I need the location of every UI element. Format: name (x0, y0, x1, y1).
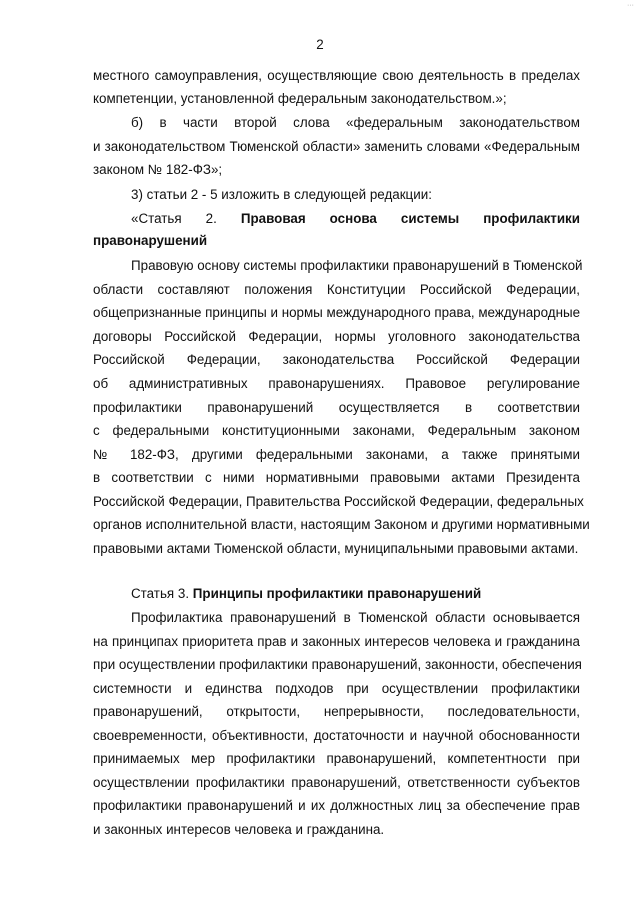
text-line: об административных правонарушениях. Правовое регулирование (93, 376, 580, 391)
text-line: профилактики правонарушений и их должностных лиц за обеспечение прав (93, 798, 580, 813)
text-line: области составляют положения Конституции Российской Федерации, (93, 282, 580, 297)
text-line: принимаемых мер профилактики правонарушений, компетентности при (93, 751, 580, 766)
text-line: Российской Федерации, законодательства Российской Федерации (93, 352, 580, 367)
text-line: своевременности, объективности, достаточности и научной обоснованности (93, 728, 580, 743)
article-3-heading (131, 583, 580, 605)
corner-mark: ··· (627, 2, 634, 9)
text-line: правонарушений, открытости, непрерывности, последовательности, (93, 704, 580, 719)
text-line: и законодательством Тюменской области» заменить словами «Федеральным (93, 139, 580, 154)
text-line: системности и единства подходов при осуществлении профилактики (93, 681, 580, 696)
text-line: на принципах приоритета прав и законных интересов человека и гражданина (93, 634, 580, 649)
text-line: профилактики правонарушений осуществляется в соответствии (93, 400, 580, 415)
text-line: Профилактика правонарушений в Тюменской области основывается (131, 610, 580, 625)
text-line: с федеральными конституционными законами, Федеральным законом (93, 423, 580, 438)
text-line: законом № 182-ФЗ»; (93, 162, 223, 177)
text-line: правовыми актами Тюменской области, муниципальными правовыми актами. (93, 541, 579, 556)
text-line: Правовую основу системы профилактики правонарушений в Тюменской (131, 258, 583, 273)
text-line: № 182-ФЗ, другими федеральными законами, а также принятыми (93, 447, 580, 462)
text-line: местного самоуправления, осуществляющие свою деятельность в пределах (93, 68, 580, 83)
text-line: в соответствии с ними нормативными правовыми актами Президента (93, 470, 580, 485)
text-line: б) в части второй слова «федеральным законодательством (131, 115, 580, 130)
text-line: при осуществлении профилактики правонарушений, законности, обеспечения (93, 657, 582, 672)
text-line: органов исполнительной власти, настоящим Законом и другими нормативными (93, 517, 590, 532)
text-line: 3) статьи 2 - 5 изложить в следующей редакции: (131, 187, 432, 202)
article-3-prefix: Статья 3. (131, 586, 190, 601)
text-line: договоры Российской Федерации, нормы уголовного законодательства (93, 329, 580, 344)
article-2-title-cont: правонарушений (93, 233, 208, 248)
page-number: 2 (316, 37, 324, 52)
text-line: компетенции, установленной федеральным законодательством.»; (93, 91, 507, 106)
text-line: Российской Федерации, Правительства Российской Федерации, федеральных (93, 494, 584, 509)
article-3-title: Принципы профилактики правонарушений (192, 586, 482, 601)
article-2-prefix: «Статья 2. (131, 211, 217, 226)
article-2-title: Правовая основа системы профилактики (240, 211, 580, 226)
text-line: общепризнанные принципы и нормы международного права, международные (93, 305, 581, 320)
text-line: осуществлении профилактики правонарушений, ответственности субъектов (93, 775, 580, 790)
article-2-heading (131, 208, 580, 230)
text-line: и законных интересов человека и гражданина. (93, 822, 385, 837)
